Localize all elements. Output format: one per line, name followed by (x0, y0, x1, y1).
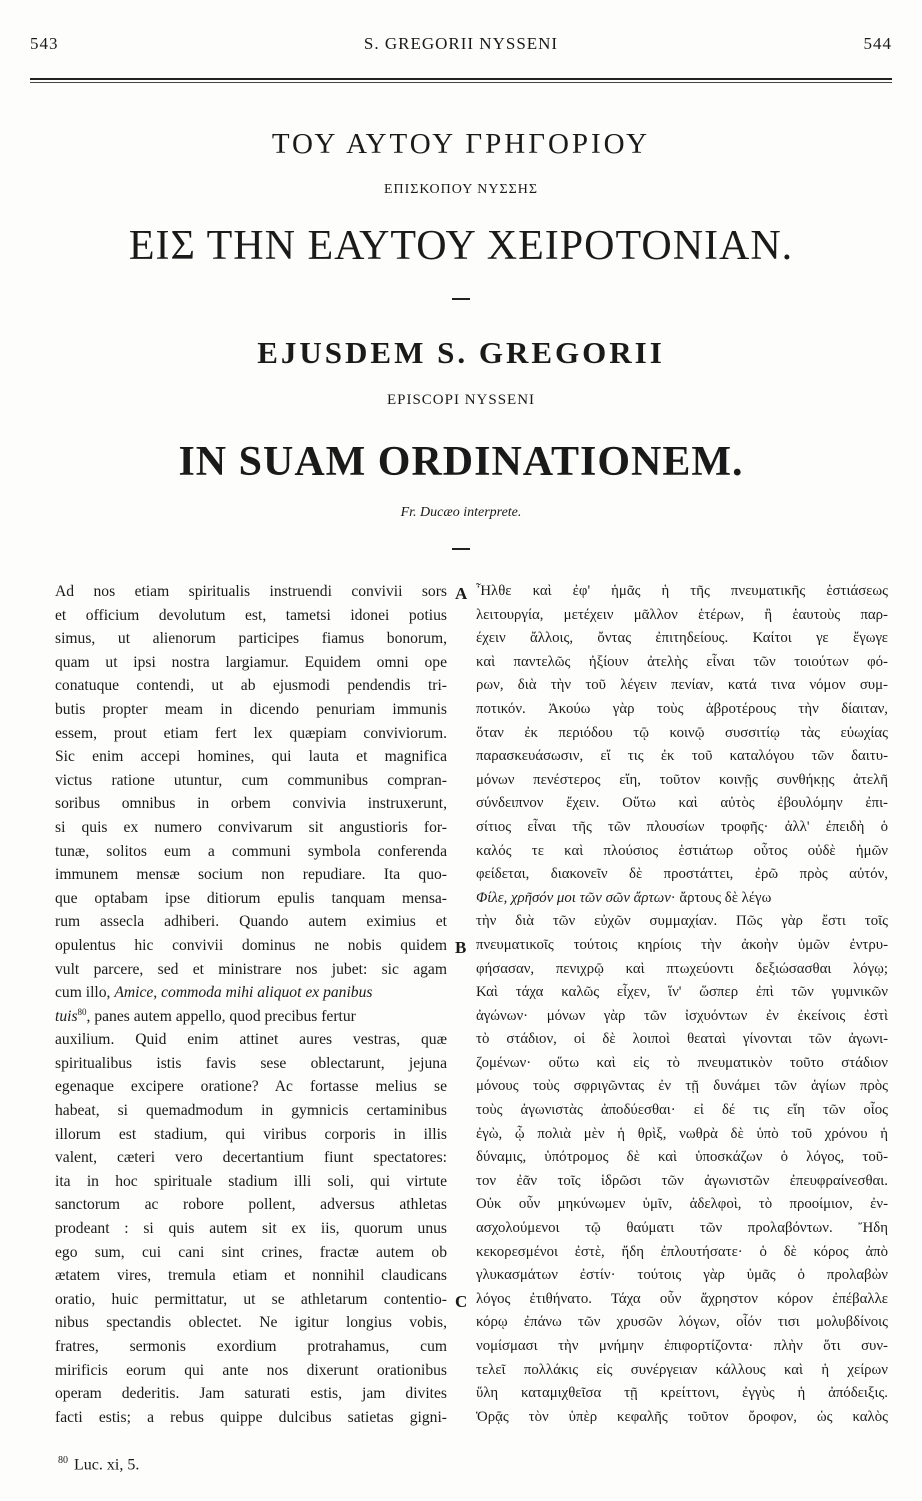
running-head (30, 34, 892, 56)
greek-line: γλυκασμάτων ἐστίν· τούτοις γὰρ ὑμᾶς ὁ προλαβὼν (476, 1267, 888, 1284)
greek-line: ἀγώνων· μόνων γὰρ τῶν ἰσχυόντων ἐν ἐκείνοις ἐστὶ (476, 1007, 888, 1024)
greek-line: μόνων πενέστερος εἴη, τοῦτον κοινῇς συνθήκῃς ἀτελῆ (476, 771, 888, 788)
greek-line: τελεῖ πολλάκις εἰς συνέργειαν κάλλους καὶ ἡ χείρων (476, 1361, 888, 1378)
greek-line: τὸ στάδιον, οἱ δὲ λοιποὶ θεαταὶ γίνονται τῶν ἀγωνι- (476, 1031, 888, 1048)
greek-line: Ἦλθε καὶ ἐφ' ἡμᾶς ἡ τῆς πνευματικῆς ἑστιάσεως (476, 583, 888, 599)
greek-line: φήσασαν, πενιχρῷ καὶ πτωχεύοντι δεξιώσασθαι λόγῳ; (476, 960, 888, 977)
running-title: S. GREGORII NYSSENI (363, 34, 559, 53)
greek-line: νομίσμασι τὴν μνήμην ἐπιφορτίζοντα· πλὴν ὅτι συν- (476, 1338, 888, 1354)
greek-line: κόρῳ ἐπάνω τῶν χρυσῶν λόγων, οἷόν τισι μολυβδίνοις (476, 1314, 888, 1331)
translator-note: Fr. Ducæo interprete. (400, 505, 522, 520)
latin-line: ego sum, cui cani sint crines, fractæ autem ob (55, 1243, 447, 1261)
margin-marker-a: A (455, 584, 468, 603)
greek-line: δύναμις, ὑπότρομος δὲ καὶ ὑποσκάζων ὁ λόγος, τοῦ- (476, 1149, 888, 1166)
greek-line-quote (476, 887, 888, 911)
latin-text: cum illo, (55, 984, 115, 1002)
latin-line: rum assecla adhiberi. Quando autem eximius et (55, 913, 447, 931)
latin-line: valent, cæteri vero decertantium fiunt spectatores: (55, 1149, 447, 1167)
latin-line: simus, ut alienorum participes fiamus bonorum, (55, 630, 447, 648)
greek-column (476, 580, 888, 1429)
greek-line: ζομένων· οὕτω καὶ εἰς τὸ πνευματικὸν τοῦτο στάδιον (476, 1054, 888, 1071)
latin-line: nibus spectandis oblectet. Ne igitur longius vobis, (55, 1314, 447, 1332)
latin-line: tunæ, solitos eum a communi symbola conferenda (55, 842, 447, 860)
latin-line: illorum est stadium, qui viribus corporis in illis (55, 1125, 447, 1143)
latin-line: mirificis eorum qui ante nos dixerunt orationibus (55, 1361, 447, 1379)
latin-line: opulentus hic convivii dominus ne nobis quidem (55, 936, 447, 954)
greek-line: καὶ παντελῶς ἠξίουν ἀτελὴς εἶναι τῶν τοιούτων φό- (476, 653, 888, 670)
latin-line-note (55, 1005, 447, 1029)
greek-line: τοὺς ἀγωνιστὰς ἀποδύεσθαι· εἰ δέ τις εἴη τῶν οἷος (476, 1102, 888, 1119)
latin-line: egenaque excipere oratione? Ac fortasse melius se (55, 1078, 447, 1096)
greek-line: καλός τε καὶ πλούσιος ἑστιάτωρ οὗτος οὐδὲ ἡμῶν (476, 842, 888, 859)
latin-line: soribus omnibus in orbem convivia instruxerunt, (55, 795, 447, 813)
latin-line: quam ut ipsi nostra largiamur. Equidem omni ope (55, 653, 447, 671)
header-rule (30, 78, 892, 83)
page-number-left: 543 (30, 34, 59, 53)
greek-line: ασχολούμενοι τῷ θαύματι τῶν προλαβόντων. Ἤδη (476, 1220, 888, 1237)
greek-line: σύνδειπνον ἔχειν. Οὕτω καὶ αὐτὸς ἐβουλόμην ἐπι- (476, 795, 888, 812)
text-separator (452, 548, 470, 550)
greek-line: σίτιος εἶναι τῆς τῶν πλουσίων τροφῆς· ἀλλ' ἐπειδὴ ὁ (476, 818, 888, 835)
latin-line: victus ratione utuntur, cum communibus compran- (55, 771, 447, 789)
footnote-number: 80 (58, 1455, 68, 1466)
latin-line: ita in hoc spirituale stadium illi soli, qui virtute (55, 1172, 447, 1190)
margin-marker-b: B (455, 938, 467, 957)
latin-line: fratres, sermonis exordium protrahamus, cum (55, 1338, 447, 1355)
greek-line: ἐγὼ, ᾧ πολιὰ μὲν ἡ θρὶξ, νωθρὰ δὲ ὑπὸ τοῦ χρόνου ἡ (476, 1125, 888, 1142)
greek-line: ποτικόν. Ἀκούω γὰρ τοὺς ἁβροτέρους τὴν δίαιταν, (476, 700, 888, 717)
greek-title-line3: ΕΙΣ ΤΗΝ ΕΑΥΤΟΥ ΧΕΙΡΟΤΟΝΙΑΝ. (128, 223, 794, 269)
latin-line: oratio, huic permittatur, ut se athletarum contentio- (55, 1290, 447, 1308)
latin-title-line1: EJUSDEM S. GREGORII (257, 335, 665, 370)
greek-line: ρων, διὰ τὴν τοῦ λέγειν πενίαν, κατά τινα νόμον συμ- (476, 677, 888, 694)
latin-italic-quote: Amice, commoda mihi aliquot ex panibus (114, 984, 373, 1002)
latin-line-quote (55, 981, 447, 1005)
latin-line: et officium devolutum est, tametsi idonei potius (55, 606, 447, 624)
latin-line: immunem mensæ socium non repudiare. Ita quo- (55, 866, 447, 884)
greek-line: πνευματικοῖς τούτοις κηρίοις τὴν ἀκοὴν ὑμῶν ἐντρυ- (476, 936, 888, 953)
latin-text: , panes autem appello, quod precibus fertur (86, 1007, 356, 1025)
latin-line: vult parcere, sed et ministrare nos jubet: sic agam (55, 960, 447, 978)
footnote-text: Luc. xi, 5. (74, 1456, 140, 1474)
greek-line: μόνους τοὺς σφριγῶντας ἐν τῇ δυνάμει τῶν ἁγίων πρὸς (476, 1078, 888, 1095)
latin-line: auxilium. Quid enim attinet aures vestras, quæ (55, 1031, 447, 1049)
latin-line: prodeant : si quis autem sit ex iis, quorum unus (55, 1220, 447, 1238)
latin-line: Sic enim accepi homines, qui lauta et magnifica (55, 748, 447, 766)
title-separator (452, 298, 470, 300)
greek-line: έχειν ἄλλοις, ὄντας ἐπιτηδείους. Καίτοι γε ἔγωγε (476, 630, 888, 647)
latin-line: butis propter meam in dicendo penuriam immunis (55, 700, 447, 718)
footnote-reference: 80 (77, 1006, 87, 1017)
greek-title-line1: ΤΟΥ ΑΥΤΟΥ ΓΡΗΓΟΡΙΟΥ (271, 128, 651, 160)
greek-line: ὕλη καταμιχθεῖσα τῇ κρείττονι, ἐγγὺς ἡ ἀπόδειξις. (476, 1385, 888, 1402)
greek-text: · ἄρτους δὲ λέγω (670, 889, 772, 906)
greek-line: τον ἐᾶν τοῖς ἱδρῶσι τῶν ἀγωνιστῶν ἐπευφραίνεσθαι. (476, 1172, 888, 1189)
margin-marker-c: C (455, 1292, 468, 1311)
latin-line: essem, prout etiam fert lex quæpiam conviviorum. (55, 724, 447, 742)
latin-column (55, 580, 447, 1429)
greek-line: λόγος ἐτιθήνατο. Τάχα οὖν ἄχρηστον κόρον ἐπέβαλλε (476, 1290, 888, 1307)
greek-line: κεκορεσμένοι ἐστὲ, ἤδη ἐπλουτήσατε· ὁ δὲ κόρος ἀπὸ (476, 1243, 888, 1260)
greek-line: ὅταν ἐκ περιόδου τῷ κοινῷ συσσιτίῳ τὰς εὐωχίας (476, 724, 888, 741)
latin-line: si quis ex numero convivarum sit angustioris for- (55, 818, 447, 836)
greek-line: τὴν διὰ τῶν εὐχῶν συμμαχίαν. Πῶς γὰρ ἔστι τοῖς (476, 913, 888, 930)
page-number-right: 544 (863, 34, 892, 53)
greek-line: λειτουργία, μετέχειν μᾶλλον ἑτέρων, ἢ ἑαυτοὺς παρ- (476, 606, 888, 623)
greek-line: Οὐκ οὖν μηκύνωμεν ὑμῖν, ἀδελφοὶ, τὸ προοίμιον, ἐν- (476, 1196, 888, 1213)
latin-line: ætatem vires, tremula etiam et nonnihil claudicans (55, 1267, 447, 1285)
latin-italic-word: tuis (55, 1007, 78, 1025)
latin-line: spiritualibus istis favis sese oblectarunt, jejuna (55, 1054, 447, 1072)
footnote (58, 1455, 139, 1474)
greek-line: Καὶ τάχα καλῶς εἶχεν, ἵν' ὥσπερ ἐπὶ τῶν γυμνικῶν (476, 984, 888, 1001)
latin-line: Ad nos etiam spiritualis instruendi convivii sors (55, 583, 447, 600)
latin-line: conatuque contendi, ut ab ejusmodi pendendis tri- (55, 677, 447, 695)
latin-line: sanctorum ac robore pollent, adversus athletas (55, 1196, 447, 1214)
latin-title-line3: IN SUAM ORDINATIONEM. (178, 439, 744, 485)
greek-title-line2: ΕΠΙΣΚΟΠΟΥ ΝΥΣΣΗΣ (383, 182, 539, 197)
greek-line: παρασκευάσωσιν, εἴ τις ἐκ τοῦ καταλόγου τῶν δαιτυ- (476, 748, 888, 765)
greek-line: Ὁρᾷς τὸν ὑπὲρ κεφαλῆς τοῦτον ὄροφον, ὡς καλὸς (476, 1408, 888, 1425)
greek-line: φείδεται, διακονεῖν δὲ προστάττει, ἐρῶ πρὸς αὐτόν, (476, 866, 888, 883)
greek-italic-quote: Φίλε, χρῆσόν μοι τῶν σῶν ἄρτων (476, 889, 671, 906)
latin-line: operam dederitis. Jam saturati estis, jam divites (55, 1385, 447, 1403)
latin-line: facti estis; a rebus quippe dulcibus satietas gigni- (55, 1408, 447, 1426)
latin-line: habeat, si quemadmodum in gymnicis certaminibus (55, 1102, 447, 1120)
latin-title-line2: EPISCOPI NYSSENI (386, 392, 536, 408)
latin-line: que optabam ipse ditiorum epulis tanquam mensa- (55, 889, 447, 907)
